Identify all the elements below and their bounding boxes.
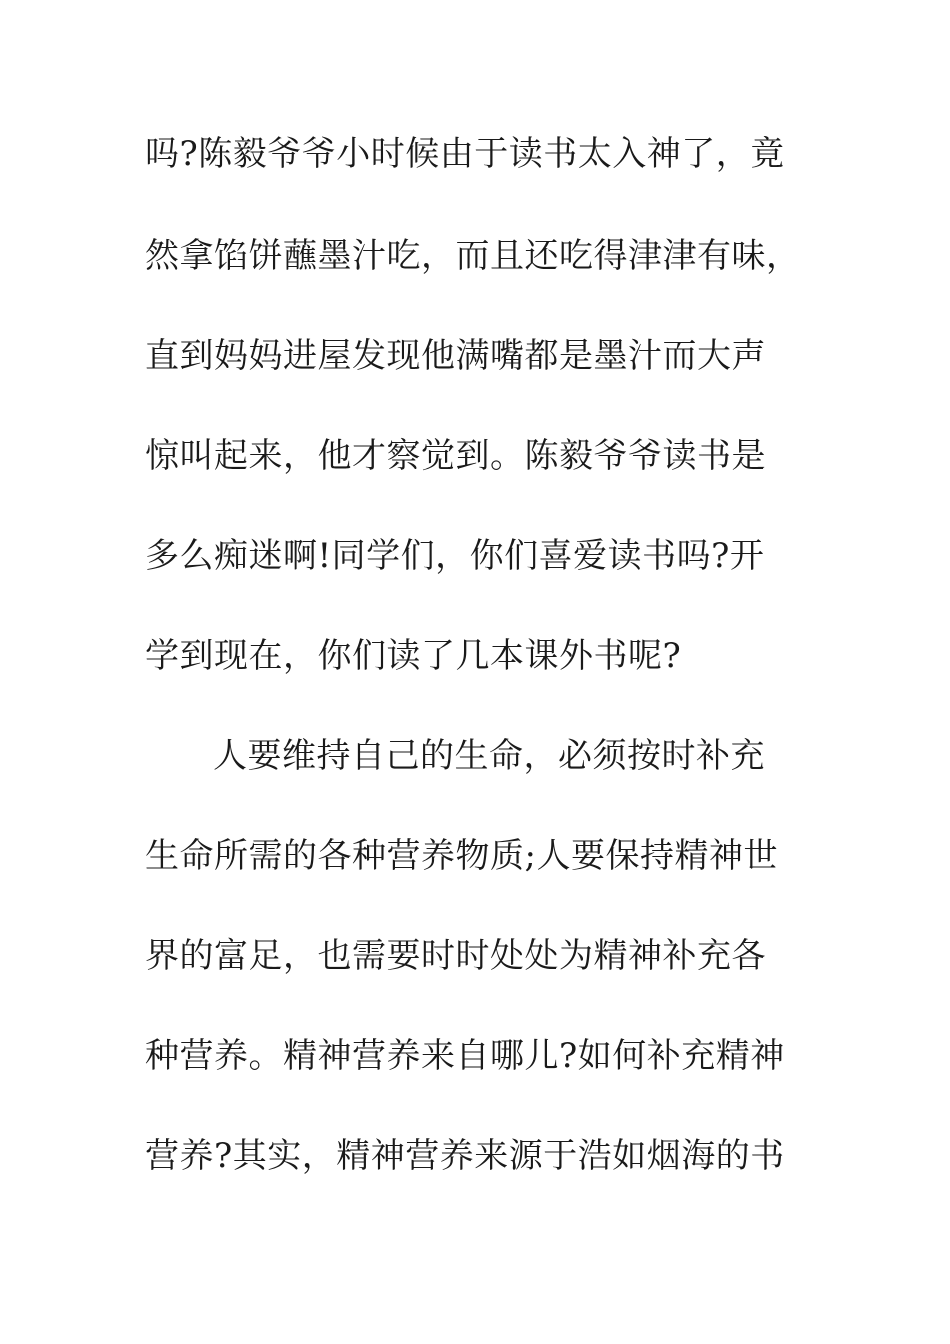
text-line: 多么痴迷啊!同学们，你们喜爱读书吗?开 <box>145 536 765 576</box>
text-line: 营养?其实，精神营养来源于浩如烟海的书 <box>145 1136 785 1176</box>
text-line: 惊叫起来，他才察觉到。陈毅爷爷读书是 <box>145 436 766 476</box>
text-line: 然拿馅饼蘸墨汁吃，而且还吃得津津有味， <box>145 236 801 276</box>
text-line: 种营养。精神营养来自哪儿?如何补充精神 <box>145 1036 785 1076</box>
text-line: 学到现在，你们读了几本课外书呢? <box>145 636 682 676</box>
text-line-indented: 人要维持自己的生命，必须按时补充 <box>213 736 765 776</box>
text-line: 界的富足，也需要时时处处为精神补充各 <box>145 936 766 976</box>
text-line: 生命所需的各种营养物质;人要保持精神世 <box>145 836 778 876</box>
text-line: 直到妈妈进屋发现他满嘴都是墨汁而大声 <box>145 336 766 376</box>
text-line: 吗?陈毅爷爷小时候由于读书太入神了，竟 <box>145 134 785 174</box>
